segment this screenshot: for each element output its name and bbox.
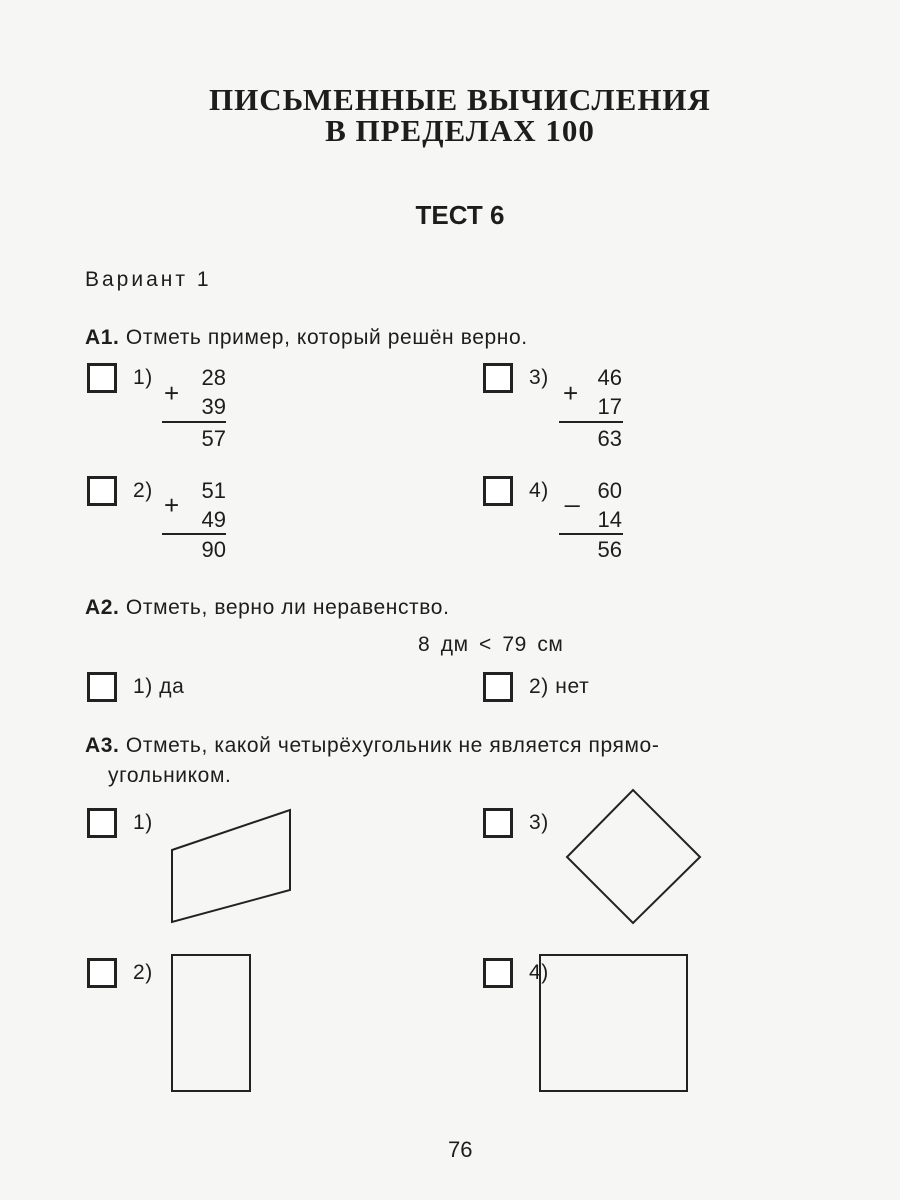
option-yes-label: 1) да <box>133 675 185 698</box>
question-number: А2. <box>85 596 120 619</box>
rhombus-shape <box>567 790 700 923</box>
question-text: Отметь пример, который решён верно. <box>125 326 528 349</box>
option-no-label: 2) нет <box>529 675 590 698</box>
option-number: 4) <box>529 479 549 502</box>
operand: 17 <box>597 394 622 419</box>
test-title: ТЕСТ 6 <box>415 200 505 230</box>
result: 56 <box>597 537 622 562</box>
chapter-title-line2: В ПРЕДЕЛАХ 100 <box>325 113 595 148</box>
result: 57 <box>201 426 226 451</box>
operator: + <box>563 378 579 408</box>
operand: 39 <box>201 394 226 419</box>
operand: 46 <box>597 365 622 390</box>
square-shape <box>540 955 687 1091</box>
question-text: Отметь, какой четырёхугольник не является прямо- <box>125 734 660 757</box>
question-text-cont: угольником. <box>108 764 232 787</box>
result: 63 <box>597 426 622 451</box>
rectangle-shape <box>172 955 250 1091</box>
question-number: А3. <box>85 734 120 757</box>
operator: + <box>164 378 180 408</box>
inequality: 8 дм < 79 см <box>418 633 564 656</box>
operand: 28 <box>201 365 226 390</box>
option-number: 2) <box>133 479 153 502</box>
parallelogram-shape <box>172 810 290 922</box>
option-number: 1) <box>133 811 153 834</box>
operand: 14 <box>597 507 622 532</box>
result: 90 <box>201 537 226 562</box>
question-number: А1. <box>85 326 120 349</box>
option-number: 4) <box>529 961 549 984</box>
page-number: 76 <box>448 1137 473 1162</box>
question-text: Отметь, верно ли неравенство. <box>125 596 450 619</box>
option-number: 2) <box>133 961 153 984</box>
chapter-title-line1: ПИСЬМЕННЫЕ ВЫЧИСЛЕНИЯ <box>209 82 711 117</box>
operator: + <box>164 490 180 520</box>
option-number: 1) <box>133 366 153 389</box>
option-number: 3) <box>529 811 549 834</box>
operand: 51 <box>201 478 226 503</box>
variant-label: Вариант 1 <box>85 268 212 291</box>
option-number: 3) <box>529 366 549 389</box>
operator: _ <box>565 478 580 508</box>
operand: 49 <box>201 507 226 532</box>
operand: 60 <box>597 478 622 503</box>
